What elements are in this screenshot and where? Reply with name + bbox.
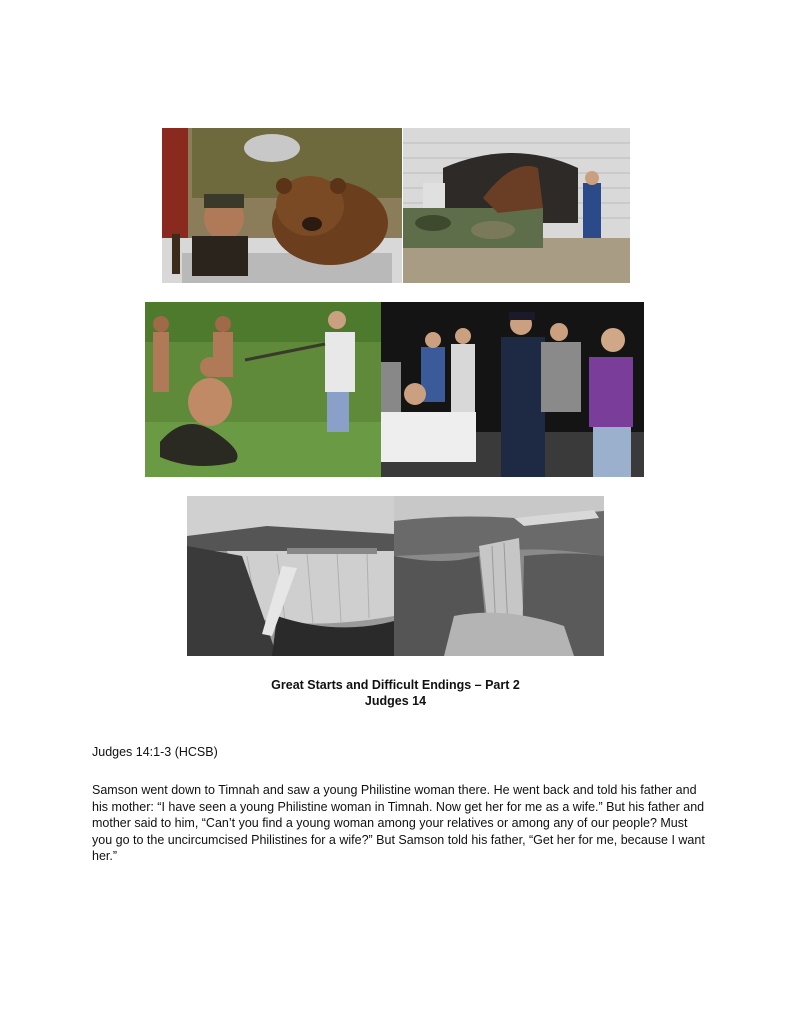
document-title: Great Starts and Difficult Endings – Part 2 xyxy=(271,678,520,692)
photo-men-with-snake xyxy=(145,302,381,477)
scripture-passage: Samson went down to Timnah and saw a young Philistine woman there. He went back and told his father and his mother: “I have seen a young Philistine woman in Timnah. Now get her for me as a wife.” But his father and mother said to him, “Can’t you find a young woman among your relatives or among any of our people? Must you go to the uncircumcised Philistines for a wife?” But Samson told his father, “Get her for me, because I want her.” xyxy=(92,783,705,863)
photo-man-with-bear xyxy=(162,128,402,283)
document-subtitle: Judges 14 xyxy=(364,694,427,708)
scripture-reference: Judges 14:1-3 (HCSB) xyxy=(92,745,218,759)
photo-crowd-police xyxy=(381,302,644,477)
photo-dam-intact xyxy=(187,496,394,656)
photo-horse-flood xyxy=(403,128,630,283)
document-heading xyxy=(0,677,791,709)
photo-dam-failed xyxy=(394,496,604,656)
